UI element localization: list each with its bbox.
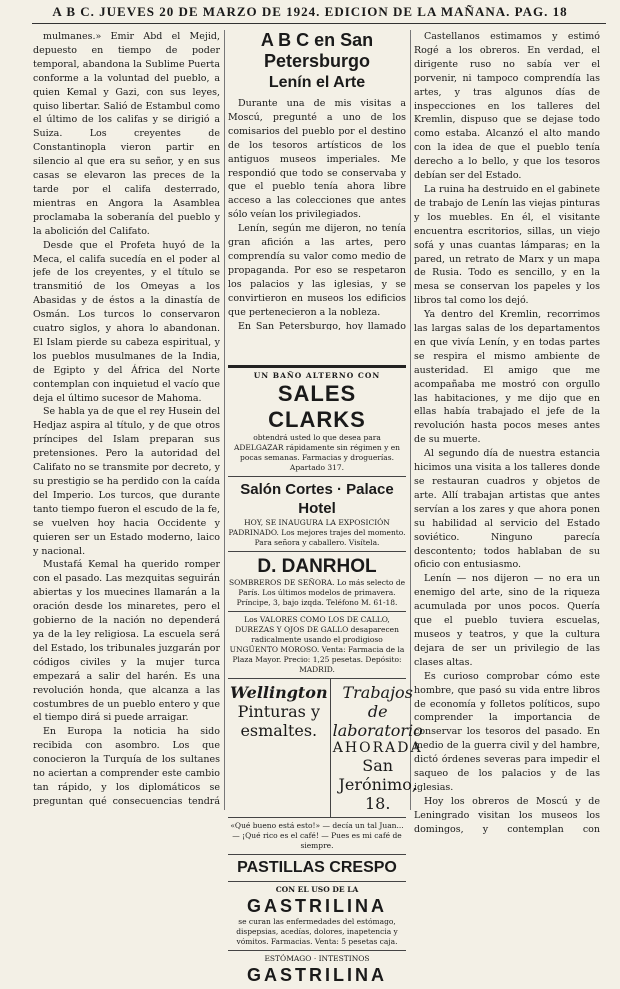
ad-salon-cortes (228, 477, 406, 552)
ad-sales-clarks (228, 368, 406, 477)
paragraph: Se habla ya de que el rey Husein del Hedjaz aspira al título, y de que otros príncipes del Islam preparan sus pretensiones. Pero la autoridad del Califato no se transmite por decreto, y su prestigio se ha perdido con la caída del Imperio. Los turcos, que durante tanto tiempo fueron el escudo de la fe, se vuelven hoy hacia Occidente y quieren ser un Estado moderno, laico y nacional. (33, 406, 220, 557)
ad-brand: SALES CLARKS (268, 381, 366, 432)
ad-brand: GASTRILINA (247, 896, 387, 916)
right-column (414, 30, 600, 838)
ad-text: Los VALORES COMO LOS DE CALLO, DUREZAS Y OJOS DE GALLO desaparecen radicalmente usando el prodigioso UNGÜENTO MOROSO. Venta: Farmacia de la Plaza Mayor. Precio: 1,25 pesetas. Depósito: MADRID. (229, 615, 405, 674)
paragraph: Lenín — nos dijeron — no era un enemigo del arte, sino de la riqueza acumulada por unos pocos. Quería que el pueblo tuviera escuelas, museos y teatros, y que la cultura dejara de ser un privilegio de las clases altas. (414, 573, 600, 668)
ad-text: CON EL USO DE LA (275, 885, 359, 894)
left-column (33, 30, 220, 808)
ad-wellington (228, 679, 331, 817)
ad-text: ESTÓMAGO · INTESTINOS (264, 954, 370, 963)
ad-brand: D. DANRHOL (257, 556, 377, 577)
column-divider (224, 30, 225, 810)
page-header: A B C. JUEVES 20 DE MARZO DE 1924. EDICION DE LA MAÑANA. PAG. 18 (52, 4, 568, 19)
paragraph: Hoy los obreros de Moscú y de Leningrado visitan los museos los domingos, y contemplan con (414, 795, 600, 835)
ad-text: Trabajos de laboratorio (332, 683, 423, 740)
paragraph: Ya dentro del Kremlin, recorrimos las largas salas de los departamentos en que vivía Lenín, y en todas partes se respira el mismo ambiente de austeridad. El amigo que me acompañaba me mostró con orgullo las habitaciones, y me dijo que en ellas había trabajado el jefe de la revolución hasta pocos meses antes de su muerte. (414, 309, 600, 446)
ad-pastillas-crespo (228, 855, 406, 882)
ad-brand: AHORADA (332, 740, 423, 756)
ad-text: HOY, SE INAUGURA LA EXPOSICIÓN PADRINADO. Los mejores trajes del momento. Para señora y caballero. Visítela. (228, 518, 406, 547)
ad-brand: Wellington (230, 683, 328, 702)
ad-text: Pinturas y esmaltes. (237, 702, 321, 740)
advertisements (228, 365, 423, 985)
paragraph: Mustafá Kemal ha querido romper con el pasado. Las mezquitas seguirán abiertas y los muecines llamarán a la oración desde los minaretes, pero el gobierno de la nación no dependerá ya de la ley religiosa. La escuela será del Estado, los tribunales juzgarán por códigos civiles y la mujer turca empezará a salir del harén. Es una revolución honda, que alcanza a las costumbres de un pueblo entero y que el tiempo dirá si puede arraigar. (33, 559, 220, 724)
ad-text: SOMBREROS DE SEÑORA. Lo más selecto de París. Los últimos modelos de primavera. Príncipe, 3, bajo izqda. Teléfono M. 61-18. (228, 578, 406, 607)
middle-column (228, 30, 406, 330)
header-rule (32, 23, 606, 24)
ad-brand: Salón Cortes · Palace Hotel (240, 481, 394, 517)
ad-gastrilina-2 (228, 951, 406, 989)
ad-brand: GASTRILINA (247, 965, 387, 985)
ad-danrhol (228, 552, 406, 612)
paragraph: Durante una de mis visitas a Moscú, pregunté a uno de los comisarios del pueblo por el destino de los tesoros artísticos de los antiguos museos imperiales. Me respondió que todo se conservaba y que el pueblo tenía ahora libre acceso a las colecciones que antes sólo veían los privilegiados. (228, 98, 406, 221)
paragraph: Lenín, según me dijeron, no tenía gran afición a las artes, pero comprendía su valor como medio de propaganda. Por eso se respetaron los palacios y las iglesias, y se convirtieron en museos los edificios que pertenecieron a la nobleza. (228, 223, 406, 318)
paragraph: En Europa la noticia ha sido recibida con asombro. Los que conocieron la Turquía de los sultanes no aciertan a comprender este cambio tan rápido, y los diplomáticos se preguntan qué consecuencias tendrá (33, 726, 220, 807)
ad-gastrilina (228, 882, 406, 951)
paragraph: La ruina ha destruido en el gabinete de trabajo de Lenín las viejas pinturas y los muebles. En él, el visitante encuentra escritorios, sillas, un viejo sofá y unas cuantas lámparas; en la pared, un retrato de Marx y un mapa de Rusia. Todo es sencillo, y en la mesa se conservan los papeles y los libros tal como los dejó. (414, 183, 600, 307)
ad-text: «Qué bueno está esto!» — decía un tal Juan... — ¡Qué rico es el café! — Pues es mi café de siempre. (230, 821, 404, 850)
ad-row (228, 679, 423, 818)
article-title-line2: Lenín el Arte (268, 74, 366, 91)
ad-unguento (228, 612, 406, 679)
ad-brand: PASTILLAS CRESPO (237, 859, 397, 876)
article-title (228, 30, 406, 93)
paragraph: Al segundo día de nuestra estancia hicimos una visita a los talleres donde se restauran cuadros y objetos de arte. Allí trabajan artistas que antes servían a los zares y que ahora ponen su habilidad al servicio del Estado soviético. Ninguno parecía descontento; todos hablaban de su oficio con entusiasmo. (414, 448, 600, 571)
paragraph: En San Petersburgo, hoy llamado (238, 320, 406, 330)
ad-text: San Jerónimo, 18. (338, 756, 417, 813)
ad-text: se curan las enfermedades del estómago, dispepsias, acedías, dolores, inapetencia y vómitos. Farmacias. Venta: 5 pesetas caja. (236, 917, 398, 946)
paragraph: Es curioso comprobar cómo este hombre, que pasó su vida entre libros de economía y folletos políticos, supo comprender la importancia de conservar los tesoros del pasado. En medio de la guerra civil y del hambre, dictó órdenes severas para impedir el saqueo de los palacios y de las iglesias. (414, 670, 600, 793)
ad-text: obtendrá usted lo que desea para ADELGAZAR rápidamente sin régimen y en pocas semanas. Farmacias y droguerías. Apartado 317. (233, 433, 401, 472)
article-title-line1: A B C en San Petersburgo (260, 30, 374, 71)
ad-ahorada (331, 679, 425, 817)
paragraph: mulmanes.» Emir Abd el Mejid, depuesto en tiempo de poder temporal, abandona la Sublime Puerta conforme a la voluntad del pueblo, a quien Kemal y Gazi, con sus leyes, quiso libertar. Salió de Estambul como el último de los califas y se dirigió a Suiza. Los creyentes de Constantinopla vieron partir en silencio al que era su señor, y en sus casas se elevaron las preces de la tarde por el califa desterrado, mientras en Angora la Asamblea proclamaba la soberanía del pueblo y la abolición del Califato. (33, 31, 220, 237)
ad-cafe (228, 818, 406, 855)
ad-header: UN BAÑO ALTERNO CON (253, 371, 381, 380)
paragraph: Castellanos estimamos y estimó Rogé a los obreros. En verdad, el dirigente ruso no sabía ver el porvenir, ni tampoco comprendía las artes, y tras algunos días de inspecciones en los talleres del Kremlin, dispuso que se dejase todo como estaba. Alcanzó el alto mando con la idea de que el pueblo tenía derecho a lo bello, y que los tesoros debían ser del Estado. (414, 31, 600, 182)
paragraph: Desde que el Profeta huyó de la Meca, el califa sucedía en el poder al jefe de los creyentes, y el título se transmitió de los Omeyas a los Abasidas y de éstos a la dinastía de Osmán. Los turcos lo conservaron cuatro siglos, y ahora lo abandonan. El Islam pierde su cabeza espiritual, y los pueblos musulmanes de la India, de Egipto y del África del Norte contemplan con inquietud el vacío que deja el último sucesor de Mahoma. (33, 239, 220, 404)
